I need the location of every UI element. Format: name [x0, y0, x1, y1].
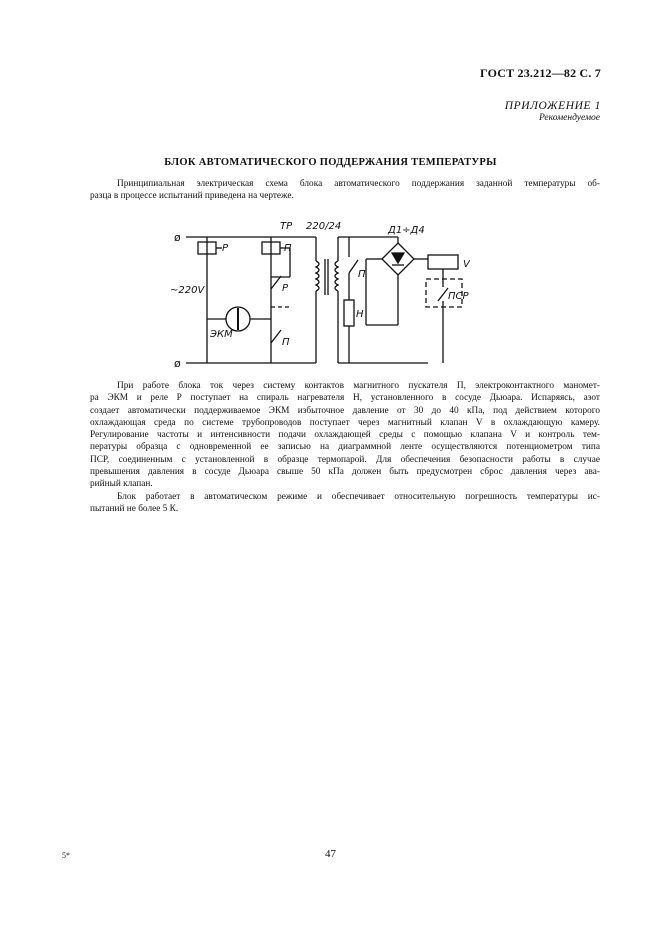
starter-contact-label: П	[282, 337, 290, 348]
svg-text:ø: ø	[174, 357, 181, 370]
transformer-secondary	[335, 261, 338, 291]
valve-label: V	[463, 259, 470, 270]
relay-contact	[271, 276, 281, 289]
starter-label: П	[284, 243, 292, 254]
heater-label: Н	[356, 309, 364, 320]
svg-text:ø: ø	[174, 231, 181, 244]
text-line: пературы образца с одновременной ее записью на диаграммной ленте осуществляются потенциометром типа	[90, 442, 600, 453]
text-line: ра ЭКМ и реле Р поступает на спираль нагревателя Н, установленного в сосуде Дьюара. Испаряясь, азот	[90, 393, 600, 404]
text-line: ПСР, соединенным с установленной в образце термопарой. Для обеспечения безопасности работы в случае	[90, 454, 600, 465]
text-line: создает автоматически поддерживаемое ЭКМ избыточное давление от 30 до 40 кПа, под действием которого	[90, 405, 600, 416]
heater-resistor	[344, 300, 354, 326]
valve-coil	[428, 255, 458, 269]
document-header: ГОСТ 23.212—82 С. 7	[480, 66, 601, 80]
starter-contact	[271, 330, 281, 343]
circuit-diagram	[170, 215, 470, 375]
text-line: Принципиальная электрическая схема блока автоматического поддержания заданной температуры об-	[117, 179, 600, 189]
intro-paragraph	[90, 178, 600, 203]
heater-contact-label: П	[358, 269, 366, 280]
conclusion-paragraph	[90, 491, 600, 516]
relay-contact-label: Р	[282, 283, 289, 294]
relay-label: Р	[222, 243, 229, 254]
heater-contact	[349, 260, 358, 273]
text-line: превышения давления в сосуде Дьюара свыше 50 кПа должен быть предусмотрен сброс давления через ава-	[90, 467, 600, 478]
recommended-label: Рекомендуемое	[538, 113, 600, 123]
section-title: БЛОК АВТОМАТИЧЕСКОГО ПОДДЕРЖАНИЯ ТЕМПЕРАТУРЫ	[164, 157, 497, 168]
diodes-label: Д1÷Д4	[388, 225, 425, 236]
voltage-label: 220/24	[306, 221, 342, 232]
footnote-mark: 5*	[62, 851, 70, 860]
text-line: пытаний не более 5 К.	[90, 504, 179, 515]
transformer-label: ТР	[280, 221, 293, 232]
manometer-label: ЭКМ	[210, 329, 233, 340]
appendix-label: ПРИЛОЖЕНИЕ 1	[504, 100, 601, 112]
potentiometer-label: ПСР	[448, 291, 469, 302]
page-number: 47	[325, 848, 336, 860]
supply-label: ~220V	[170, 285, 205, 296]
text-line: Блок работает в автоматическом режиме и обеспечивает относительную погрешность температуры ис-	[117, 492, 600, 502]
text-line: охлаждающая среда по системе трубопроводов поступает через магнитный клапан V в охлаждающую камеру.	[90, 417, 600, 428]
text-line: рийный клапан.	[90, 479, 153, 490]
text-line: При работе блока ток через систему контактов магнитного пускателя П, электроконтактного маномет-	[117, 381, 600, 391]
description-paragraph	[90, 380, 600, 491]
text-line: разца в процессе испытаний приведена на чертеже.	[90, 191, 294, 202]
transformer-primary	[316, 261, 319, 291]
text-line: Регулирование частоты и интенсивности подачи охлаждающей среды с помощью клапана V и контроль тем-	[90, 430, 600, 441]
